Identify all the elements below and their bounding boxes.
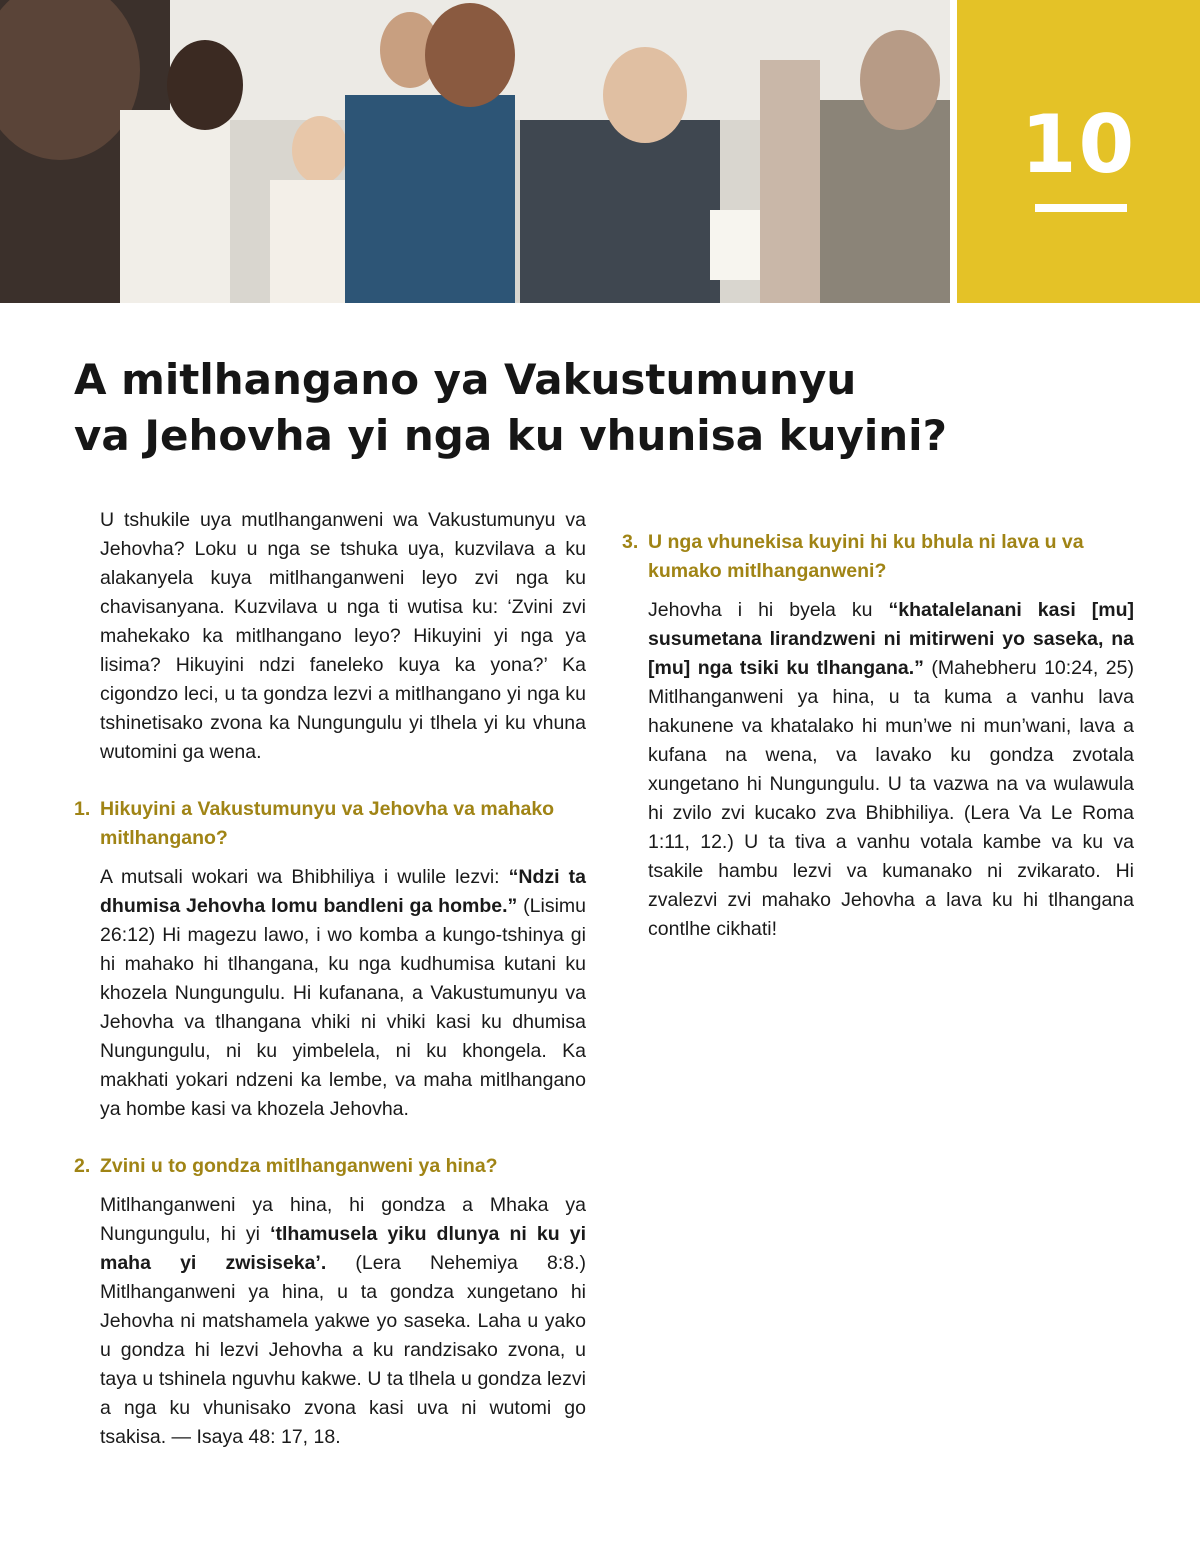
answer-2-quote: ‘tlhamusela yiku dlunya ni ku yi maha yi zwisiseka’. — [100, 1223, 586, 1274]
answer-1-quote: “Ndzi ta dhumisa Jehovha lomu bandleni ga hombe.” — [100, 866, 586, 917]
question-2-number: 2. — [74, 1155, 91, 1177]
intro-paragraph: U tshukile uya mutlhanganweni wa Vakustumunyu va Jehovha? Loku u nga se tshuka uya, kuzvilava a ku alakanyela kuya mitlhanganweni leyo zvi nga ku chavisanyana. Kuzvilava u nga ti wutisa ku: ‘Zvini zvi mahekako ka mitlhangano leyo? Hikuyini yi nga ya lisima? Hikuyini ndzi faneleko kuya ka yona?’ Ka cigondzo leci, u ta gondza lezvi a mitlhangano yi nga ku tshinetisako zvona ka Nungungulu yi tlhela yi ku vhuna wutomini ga wena. — [100, 509, 586, 763]
question-3-number: 3. — [622, 531, 639, 553]
hero-photo — [0, 0, 950, 303]
answer-1-text-b: (Lisimu 26:12) Hi magezu lawo, i wo komba a kungo-tshinya gi hi mahako hi tlhangana, ku nga kudhumisa kutani ku khozela Nungungulu. Hi kufanana, a Vakustumunyu va Jehovha va tlhangana vhiki ni vhiki kasi ku dhumisa Nungungulu, ni ku yimbelela, ni ku khongela. Ka makhati yokari ndzeni ka lembe, va maha mitlhangano ya hombe kasi va khozela Jehovha. — [100, 895, 586, 1120]
question-3 — [622, 528, 1134, 586]
title-line-1: A mitlhangano ya Vakustumunyu — [74, 355, 857, 404]
question-2-text: Zvini u to gondza mitlhanganweni ya hina? — [100, 1155, 498, 1177]
lesson-number: 10 — [1020, 98, 1137, 191]
badge-underline — [1035, 204, 1127, 212]
congregation-photo-icon — [0, 0, 950, 303]
title-line-2: va Jehovha yi nga ku vhunisa kuyini? — [74, 411, 947, 460]
answer-2-text-a: Mitlhanganweni ya hina, hi gondza a Mhaka ya Nungungulu, hi yi — [100, 1194, 586, 1245]
answer-1-paragraph — [100, 863, 586, 1124]
question-2 — [74, 1152, 586, 1181]
left-column — [74, 506, 586, 1452]
answer-3-quote: “khatalelanani kasi [mu] susumetana lirandzweni ni mitirweni yo saseka, na [mu] nga tsiki ku tlhangana.” — [648, 599, 1134, 679]
answer-2-paragraph — [100, 1191, 586, 1452]
question-3-text: U nga vhunekisa kuyini hi ku bhula ni lava u va kumako mitlhanganweni? — [648, 531, 1084, 582]
answer-3-text-b: (Mahebheru 10:24, 25) Mitlhanganweni ya hina, u ta kuma a vanhu lava hakunene va khatalako hi mun’we ni mun’wani, lava a kufana na wena, va lavako ku gondza zvotala xungetano hi Nungungulu. U ta vazwa na va wulawula hi zvilo zvi kucako zva Bhibhiliya. (Lera Va Le Roma 1:11, 12.) U ta tiva a vanhu votala kambe va ku va tsakile hambu lezvi va kumanako ni zvikarato. Hi zvalezvi zvi mahako Jehovha a lava ku hi tlhangana contlhe cikhati! — [648, 657, 1134, 940]
answer-1-text-a: A mutsali wokari wa Bhibhiliya i wulile lezvi: — [100, 866, 509, 888]
question-1 — [74, 795, 586, 853]
lesson-badge — [957, 0, 1200, 303]
question-1-number: 1. — [74, 798, 91, 820]
page-title — [74, 352, 1134, 464]
right-column — [622, 506, 1134, 944]
answer-3-text-a: Jehovha i hi byela ku — [648, 599, 889, 621]
answer-2-text-b: (Lera Nehemiya 8:8.) Mitlhanganweni ya hina, u ta gondza xungetano hi Jehovha ni matshamela yakwe yo saseka. Laha u yako u gondza hi lezvi Jehovha a ku randzisako zvona, u taya u tshinela nguvhu kakwe. U ta tlhela u gondza lezvi a nga ku vhunisako zvona kasi uva ni wutomi go tsakisa. — Isaya 48: 17, 18. — [100, 1252, 586, 1448]
answer-3-paragraph — [648, 596, 1134, 944]
question-1-text: Hikuyini a Vakustumunyu va Jehovha va mahako mitlhangano? — [100, 798, 555, 849]
